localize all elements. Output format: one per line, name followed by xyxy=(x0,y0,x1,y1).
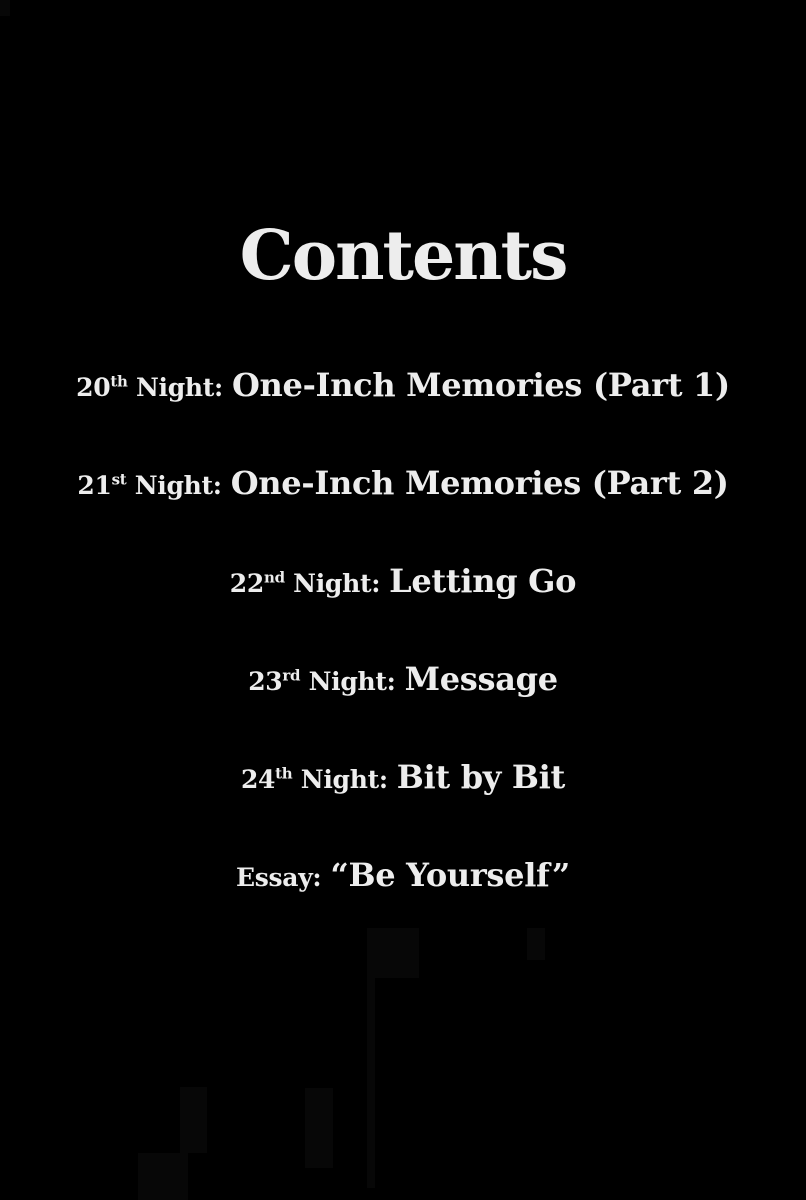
entry-title: Message xyxy=(404,660,558,698)
entry-label: 21st Night: xyxy=(77,470,222,500)
toc-entries xyxy=(0,368,806,898)
entry-title: “Be Yourself” xyxy=(330,856,570,894)
entry-title: One-Inch Memories (Part 1) xyxy=(231,366,730,404)
toc-entry xyxy=(0,858,806,898)
toc-entry xyxy=(0,466,806,506)
scan-artifact xyxy=(527,928,545,960)
scan-artifact xyxy=(305,1088,333,1168)
toc-entry xyxy=(0,368,806,408)
entry-label: 24th Night: xyxy=(240,764,388,794)
entry-label: 23rd Night: xyxy=(248,666,396,696)
entry-label: 22nd Night: xyxy=(229,568,381,598)
scan-artifact xyxy=(180,1087,207,1153)
toc-entry xyxy=(0,564,806,604)
entry-title: One-Inch Memories (Part 2) xyxy=(230,464,729,502)
entry-title: Letting Go xyxy=(389,562,577,600)
entry-label: 20th Night: xyxy=(76,372,223,402)
scan-artifact xyxy=(0,0,10,16)
entry-label: Essay: xyxy=(235,863,322,892)
entry-title: Bit by Bit xyxy=(396,758,566,796)
scan-artifact xyxy=(367,942,375,1188)
toc-entry xyxy=(0,760,806,800)
page-title: Contents xyxy=(239,216,567,296)
scan-artifact xyxy=(138,1153,188,1200)
toc-entry xyxy=(0,662,806,702)
